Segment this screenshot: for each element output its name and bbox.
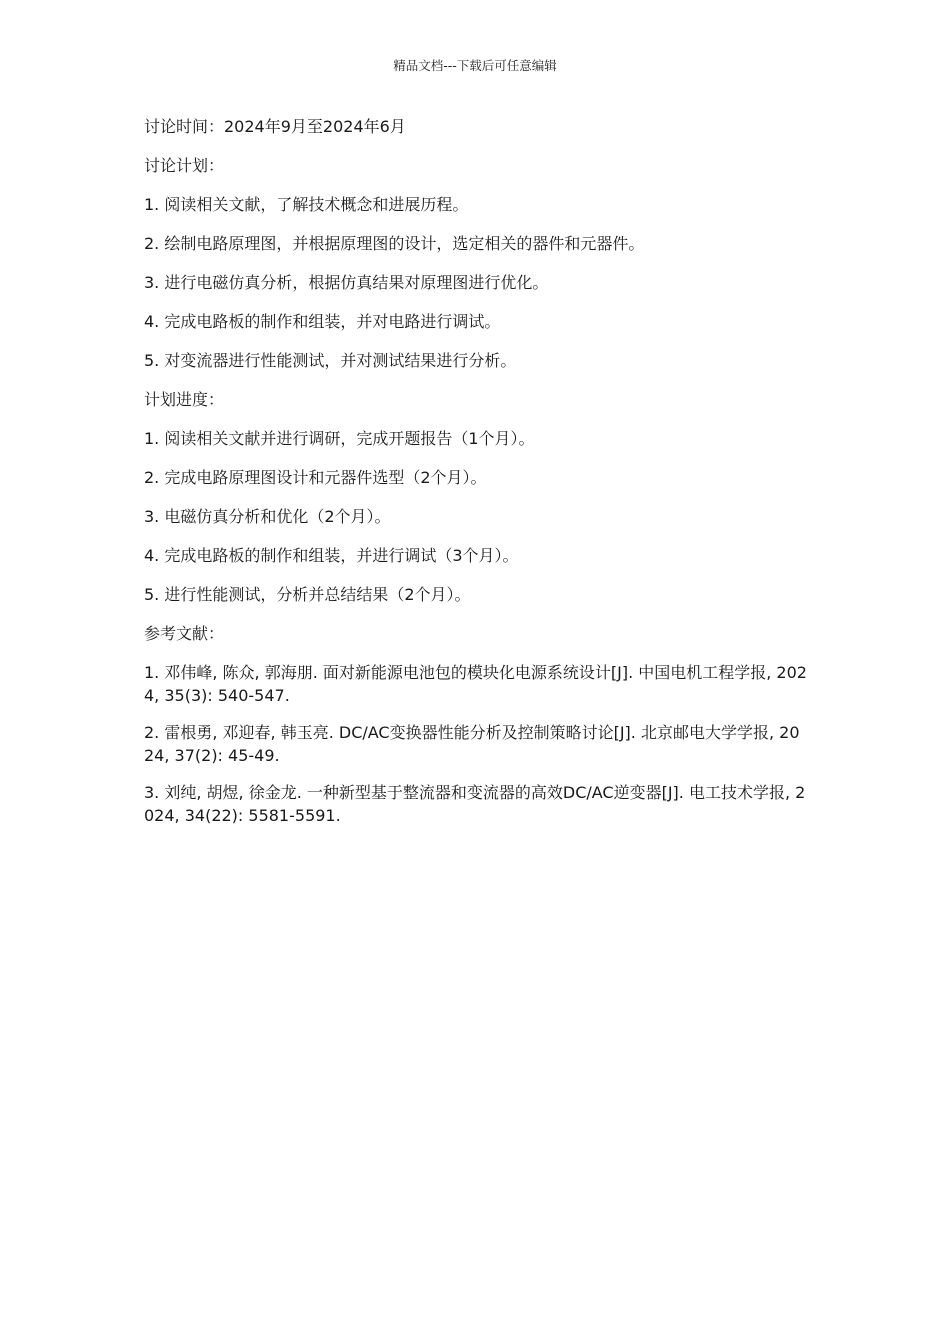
discussion-plan-item: 4. 完成电路板的制作和组装，并对电路进行调试。 xyxy=(144,312,501,331)
schedule-heading: 计划进度： xyxy=(144,390,225,409)
discussion-plan-item: 3. 进行电磁仿真分析，根据仿真结果对原理图进行优化。 xyxy=(144,273,549,292)
schedule-item: 5. 进行性能测试，分析并总结结果（2个月）。 xyxy=(144,585,471,604)
discussion-time: 讨论时间：2024年9月至2024年6月 xyxy=(144,117,406,136)
reference-item: 2. 雷根勇, 邓迎春, 韩玉亮. DC/AC变换器性能分析及控制策略讨论[J]. 北京邮电大学学报, 2024, 37(2): 45-49. xyxy=(144,723,800,765)
reference-item: 1. 邓伟峰, 陈众, 郭海朋. 面对新能源电池包的模块化电源系统设计[J]. 中国电机工程学报, 2024, 35(3): 540-547. xyxy=(144,663,807,705)
schedule-item: 2. 完成电路原理图设计和元器件选型（2个月）。 xyxy=(144,468,487,487)
reference-item: 3. 刘纯, 胡煜, 徐金龙. 一种新型基于整流器和变流器的高效DC/AC逆变器[J]. 电工技术学报, 2024, 34(22): 5581-5591. xyxy=(144,783,806,825)
discussion-plan-item: 5. 对变流器进行性能测试，并对测试结果进行分析。 xyxy=(144,351,517,370)
discussion-plan-item: 1. 阅读相关文献，了解技术概念和进展历程。 xyxy=(144,195,469,214)
schedule-item: 1. 阅读相关文献并进行调研，完成开题报告（1个月）。 xyxy=(144,429,535,448)
schedule-item: 3. 电磁仿真分析和优化（2个月）。 xyxy=(144,507,391,526)
page-header: 精品文档---下载后可任意编辑 xyxy=(393,58,557,73)
schedule-item: 4. 完成电路板的制作和组装，并进行调试（3个月）。 xyxy=(144,546,519,565)
discussion-plan-item: 2. 绘制电路原理图，并根据原理图的设计，选定相关的器件和元器件。 xyxy=(144,234,645,253)
discussion-plan-heading: 讨论计划： xyxy=(144,156,225,175)
document-body xyxy=(144,115,809,841)
references-heading: 参考文献： xyxy=(144,624,225,643)
